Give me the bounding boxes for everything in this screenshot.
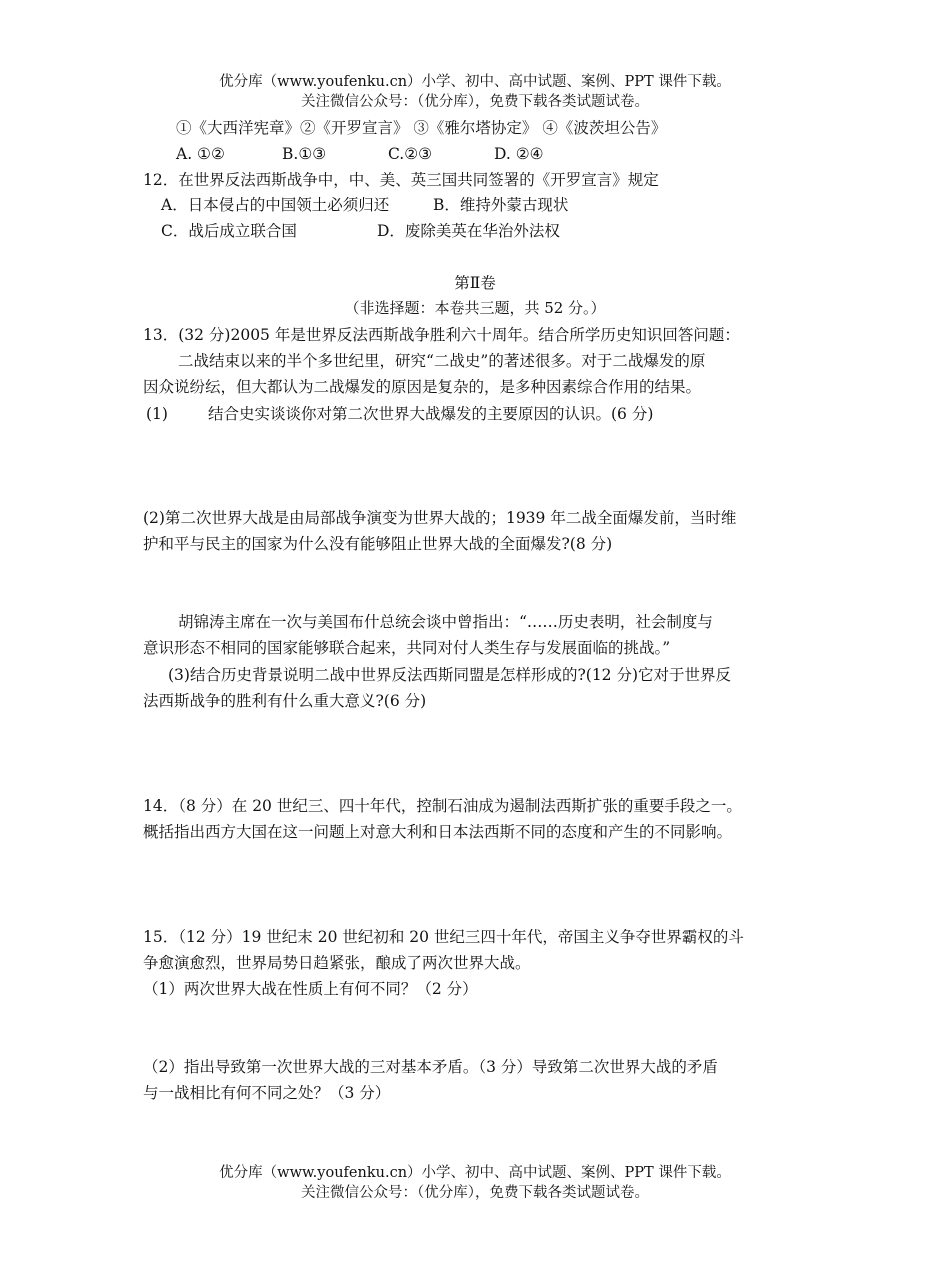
q12-option-d: D．废除美英在华治外法权 [377,222,560,240]
q14-line-2: 概括指出西方大国在这一问题上对意大利和日本法西斯不同的态度和产生的不同影响。 [143,823,733,841]
q13-sub1-number: (1) [146,405,168,423]
q11-options [176,144,544,164]
part2-subtitle: （非选择题：本卷共三题，共 52 分。） [344,299,606,317]
q15-sub1: （1）两次世界大战在性质上有何不同？（2 分） [143,980,478,998]
q13-material-1-line-1: 二战结束以来的半个多世纪里，研究“二战史”的著述很多。对于二战爆发的原 [178,352,706,370]
q12-options-row-1 [161,195,568,215]
q13-sub3-line-1: (3)结合历史背景说明二战中世界反法西斯同盟是怎样形成的?(12 分)它对于世界反 [168,666,732,684]
q13-material-2-line-2: 意识形态不相同的国家能够联合起来，共同对付人类生存与发展面临的挑战。” [143,639,671,657]
q13-sub2-line-1: (2)第二次世界大战是由局部战争演变为世界大战的；1939 年二战全面爆发前，当时维 [143,509,737,527]
q12-stem: 12．在世界反法西斯战争中，中、美、英三国共同签署的《开罗宣言》规定 [143,171,659,189]
q13-material-2-line-1: 胡锦涛主席在一次与美国布什总统会谈中曾指出：“……历史表明，社会制度与 [178,613,713,631]
header-line-2: 关注微信公众号：（优分库），免费下载各类试题试卷。 [301,94,649,110]
q13-sub2-line-2: 护和平与民主的国家为什么没有能够阻止世界大战的全面爆发?(8 分) [143,535,613,553]
q12-option-b: B．维持外蒙古现状 [433,196,569,214]
q11-option-c: C.②③ [388,145,433,163]
q15-line-1: 15．（12 分）19 世纪末 20 世纪初和 20 世纪三四十年代，帝国主义争夺世界霸权的斗 [143,928,744,946]
q13-material-1-line-2: 因众说纷纭，但大都认为二战爆发的原因是复杂的，是多种因素综合作用的结果。 [143,378,702,396]
q13-sub1-text: 结合史实谈谈你对第二次世界大战爆发的主要原因的认识。(6 分) [208,405,654,423]
q15-line-2: 争愈演愈烈，世界局势日趋紧张，酿成了两次世界大战。 [143,954,531,972]
q11-option-b: B.①③ [282,145,327,163]
part2-title: 第Ⅱ卷 [454,274,496,292]
q12-option-c: C．战后成立联合国 [161,222,297,240]
footer-line-2: 关注微信公众号：（优分库），免费下载各类试题试卷。 [301,1185,649,1201]
q12-options-row-2 [161,221,560,241]
footer-line-1: 优分库（www.youfenku.cn）小学、初中、高中试题、案例、PPT 课件下载。 [219,1165,731,1181]
q13-stem: 13．(32 分)2005 年是世界反法西斯战争胜利六十周年。结合所学历史知识回答问题： [143,326,740,344]
q11-items: ①《大西洋宪章》②《开罗宣言》 ③《雅尔塔协定》 ④《波茨坦公告》 [176,119,667,137]
q11-option-a: A. ①② [176,145,225,163]
q15-sub2-line-1: （2）指出导致第一次世界大战的三对基本矛盾。（3 分）导致第二次世界大战的矛盾 [143,1058,718,1076]
header-line-1: 优分库（www.youfenku.cn）小学、初中、高中试题、案例、PPT 课件下载。 [219,74,731,90]
q12-option-a: A．日本侵占的中国领土必须归还 [161,196,390,214]
q14-line-1: 14．（8 分）在 20 世纪三、四十年代，控制石油成为遏制法西斯扩张的重要手段之一。 [143,797,742,815]
q11-option-d: D. ②④ [494,145,544,163]
q13-sub3-line-2: 法西斯战争的胜利有什么重大意义?(6 分) [143,692,427,710]
q15-sub2-line-2: 与一战相比有何不同之处？（3 分） [143,1084,391,1102]
